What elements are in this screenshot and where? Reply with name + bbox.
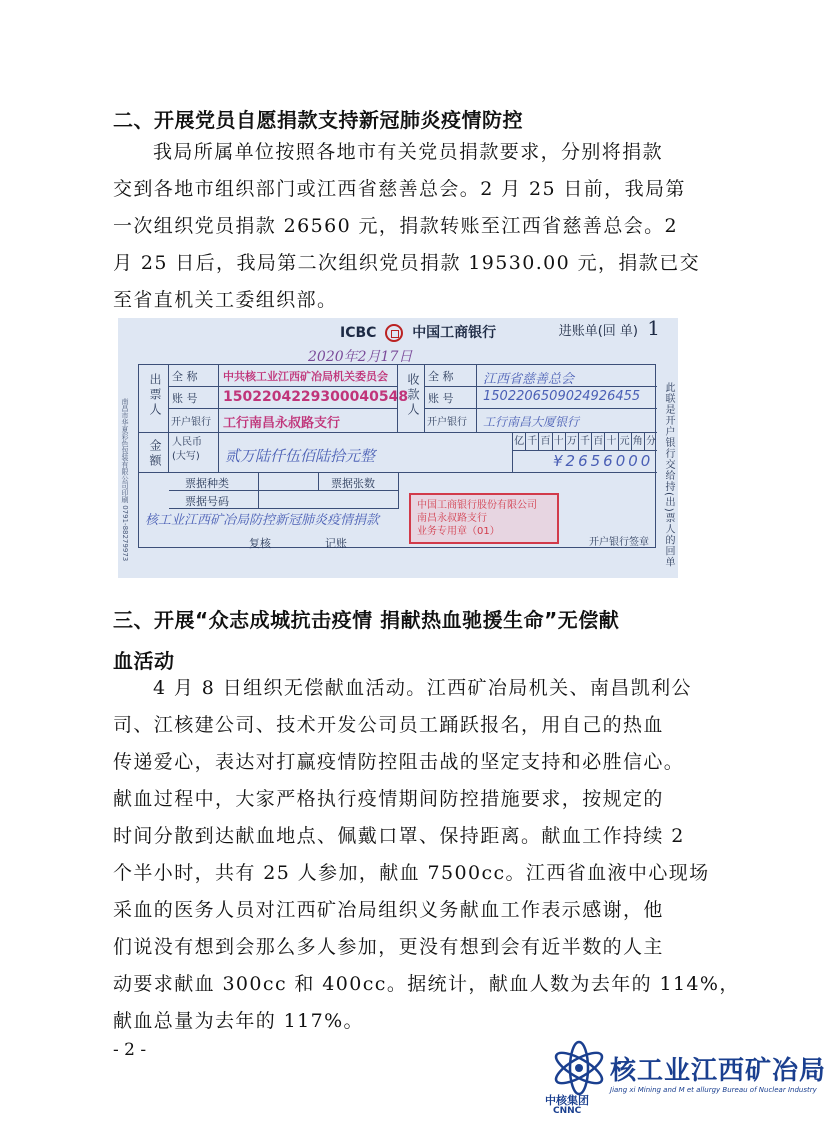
paragraph-line: 至省直机关工委组织部。 [113, 289, 338, 311]
group-name-cn: 中核集团 [545, 1094, 589, 1107]
paragraph-line: 个半小时，共有 25 人参加，献血 7500cc。江西省血液中心现场 [113, 862, 710, 884]
paragraph-line: 我局所属单位按照各地市有关党员捐款要求，分别将捐款 [153, 141, 664, 163]
rmb-label: 人民币(大写) [169, 433, 219, 473]
paragraph-line: 一次组织党员捐款 26560 元，捐款转账至江西省慈善总会。2 [113, 215, 679, 237]
bill-count-label: 票据张数 [319, 473, 399, 491]
payer-account: 1502204229300040548 [219, 387, 397, 409]
payer-cell [139, 365, 169, 433]
logo-title: 核工业江西矿冶局 [610, 1056, 826, 1086]
bank-stamp [409, 493, 559, 544]
digit-header: 十 [605, 433, 618, 450]
payer-account-label: 账 号 [169, 387, 219, 409]
receipt-side-note: 此联是开户银行交给持(出)票人的回单 [663, 382, 674, 568]
bill-type-label: 票据种类 [169, 473, 259, 491]
digit-header: 千 [526, 433, 539, 450]
amount-label: 金额 [148, 439, 162, 469]
slip-number: 1 [647, 316, 660, 340]
group-name-en: CNNC [553, 1106, 582, 1116]
bank-deposit-receipt [118, 318, 678, 578]
slip-title: 进账单(回 单) [558, 324, 638, 339]
receipt-date: 2020年2月17日 [308, 349, 413, 365]
paragraph-line: 时间分散到达献血地点、佩戴口罩、保持距离。献血工作持续 2 [113, 825, 685, 847]
review-label: 复核 [249, 537, 271, 550]
bookkeep-label: 记账 [325, 537, 347, 550]
payee-name-label: 全 称 [425, 365, 477, 387]
printer-note: 南昌市华夏彩色包装有限公司印刷 0791-88279973 [121, 398, 129, 562]
digit-header: 十 [553, 433, 566, 450]
payee-cell [397, 365, 425, 433]
receipt-grid [138, 364, 656, 548]
paragraph-line: 献血总量为去年的 117%。 [113, 1010, 364, 1032]
bank-name: 中国工商银行 [412, 325, 497, 341]
digit-header: 分 [645, 436, 656, 447]
memo-handwritten: 核工业江西矿冶局防控新冠肺炎疫情捐款 [145, 513, 380, 528]
section-2-body [113, 134, 700, 319]
paragraph-line: 4 月 8 日组织无偿献血活动。江西矿冶局机关、南昌凯利公 [153, 677, 692, 699]
bank-header [340, 322, 496, 342]
stamp-line: 业务专用章（01） [417, 526, 500, 537]
amount-digits-box [513, 433, 657, 473]
section-3-title [113, 604, 619, 674]
payee-label: 收款人 [406, 373, 420, 418]
bank-seal-label: 开户银行签章 [589, 537, 649, 548]
payer-label: 出票人 [148, 373, 162, 418]
paragraph-line: 们说没有想到会那么多人参加，更没有想到会有近半数的人主 [113, 936, 664, 958]
payee-name: 江西省慈善总会 [477, 365, 657, 387]
amount-in-words: 贰万陆仟伍佰陆拾元整 [219, 433, 513, 473]
logo-subtitle: Jiang xi Mining and M et allurgy Bureau of Nuclear Industry [610, 1086, 817, 1094]
section-3-title-line: 血活动 [113, 649, 175, 673]
bank-brand: ICBC [340, 325, 377, 341]
digit-header: 百 [592, 433, 605, 450]
atom-logo-icon [549, 1042, 609, 1094]
section-2-title: 二、开展党员自愿捐款支持新冠肺炎疫情防控 [113, 108, 523, 132]
digit-header: 万 [566, 433, 579, 450]
bill-number-value [259, 491, 399, 509]
paragraph-line: 月 25 日后，我局第二次组织党员捐款 19530.00 元，捐款已交 [113, 252, 700, 274]
digit-header: 元 [619, 433, 632, 450]
digit-header: 亿 [513, 433, 526, 450]
paragraph-line: 交到各地市组织部门或江西省慈善总会。2 月 25 日前，我局第 [113, 178, 686, 200]
amount-digits: ¥2656000 [553, 452, 654, 470]
stamp-line: 中国工商银行股份有限公司 [417, 500, 537, 511]
digit-header: 千 [579, 433, 592, 450]
paragraph-line: 传递爱心，表达对打赢疫情防控阻击战的坚定支持和必胜信心。 [113, 751, 685, 773]
payer-bank-label: 开户银行 [169, 409, 219, 433]
paragraph-line: 司、江核建公司、技术开发公司员工踊跃报名，用自己的热血 [113, 714, 664, 736]
payee-bank: 工行南昌大厦银行 [477, 409, 657, 433]
digit-header: 角 [632, 433, 645, 450]
org-logo [545, 1042, 826, 1118]
digit-header: 百 [539, 433, 552, 450]
section-3-body [113, 670, 740, 1040]
icbc-logo-icon [385, 324, 403, 342]
payee-account: 1502206509024926455 [477, 387, 657, 409]
section-3-title-line: 三、开展“众志成城抗击疫情 捐献热血驰援生命”无偿献 [113, 608, 620, 632]
stamp-line: 南昌永叔路支行 [417, 513, 487, 524]
payer-name-label: 全 称 [169, 365, 219, 387]
amount-cell [139, 433, 169, 473]
payer-bank: 工行南昌永叔路支行 [219, 409, 397, 433]
payee-account-label: 账 号 [425, 387, 477, 409]
bill-type-value [259, 473, 319, 491]
payer-name: 中共核工业江西矿冶局机关委员会 [219, 365, 397, 387]
paragraph-line: 动要求献血 300cc 和 400cc。据统计，献血人数为去年的 114%， [113, 973, 740, 995]
page-number: - 2 - [113, 1040, 147, 1060]
paragraph-line: 献血过程中，大家严格执行疫情期间防控措施要求，按规定的 [113, 788, 664, 810]
digit-headers [513, 433, 657, 451]
paragraph-line: 采血的医务人员对江西矿冶局组织义务献血工作表示感谢，他 [113, 899, 664, 921]
bill-number-label: 票据号码 [169, 491, 259, 509]
payee-bank-label: 开户银行 [425, 409, 477, 433]
